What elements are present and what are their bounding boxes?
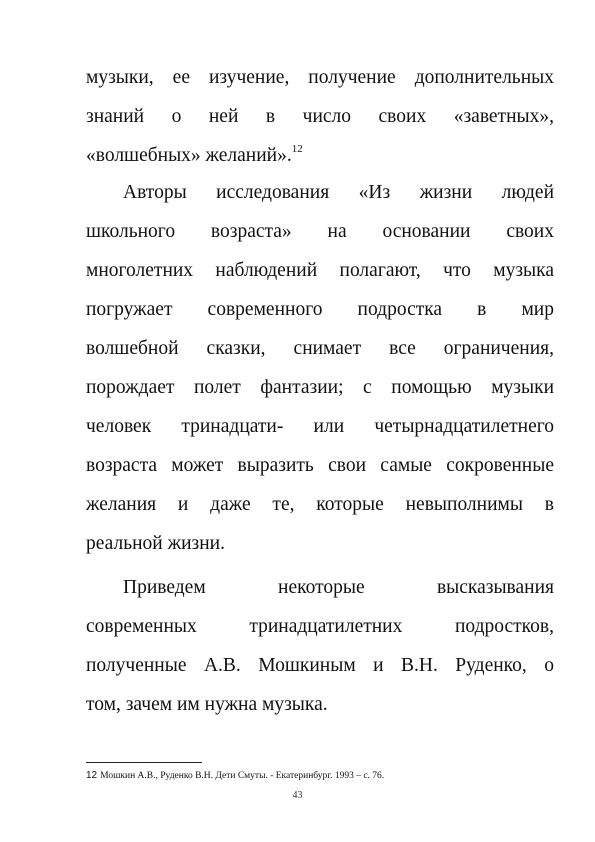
text-line-with-footnote	[86, 136, 554, 175]
text-line: желания и даже те, которые невыполнимы в	[86, 494, 554, 515]
footnote-text: Мошкин А.В., Руденко В.Н. Дети Смуты. - Екатеринбург. 1993 – с. 76.	[100, 771, 385, 781]
text-line: многолетних наблюдений полагают, что музыка	[86, 260, 554, 281]
text-line: возраста может выразить свои самые сокровенные	[86, 455, 554, 476]
paragraph-2	[86, 173, 554, 563]
text-line: погружает современного подростка в мир	[86, 299, 554, 320]
text-line: волшебной сказки, снимает все ограничения,	[86, 338, 554, 359]
text-line: школьного возраста» на основании своих	[86, 221, 554, 242]
text-line: том, зачем им нужна музыка.	[86, 694, 328, 715]
text-line: человек тринадцати- или четырнадцатилетнего	[86, 416, 554, 437]
text-line: знаний о ней в число своих «заветных»,	[86, 106, 554, 127]
footnote-separator	[86, 762, 202, 763]
footnote	[86, 770, 554, 782]
paragraph-1	[86, 58, 554, 175]
text-line: современных тринадцатилетних подростков,	[86, 616, 554, 637]
page-number: 43	[292, 790, 303, 801]
text-line: Авторы исследования «Из жизни людей	[123, 182, 554, 203]
text-line: музыки, ее изучение, получение дополнительных	[86, 67, 554, 88]
text-line: Приведем некоторые высказывания	[123, 577, 554, 598]
footnote-number: 12	[86, 770, 98, 781]
text-line: полученные А.В. Мошкиным и В.Н. Руденко, о	[86, 655, 554, 676]
footnote-marker[interactable]: 12	[291, 143, 303, 155]
text-line-content: «волшебных» желаний».	[86, 145, 292, 166]
text-line: порождает полет фантазии; с помощью музыки	[86, 377, 554, 398]
text-line: реальной жизни.	[86, 533, 225, 554]
paragraph-3	[86, 568, 554, 724]
